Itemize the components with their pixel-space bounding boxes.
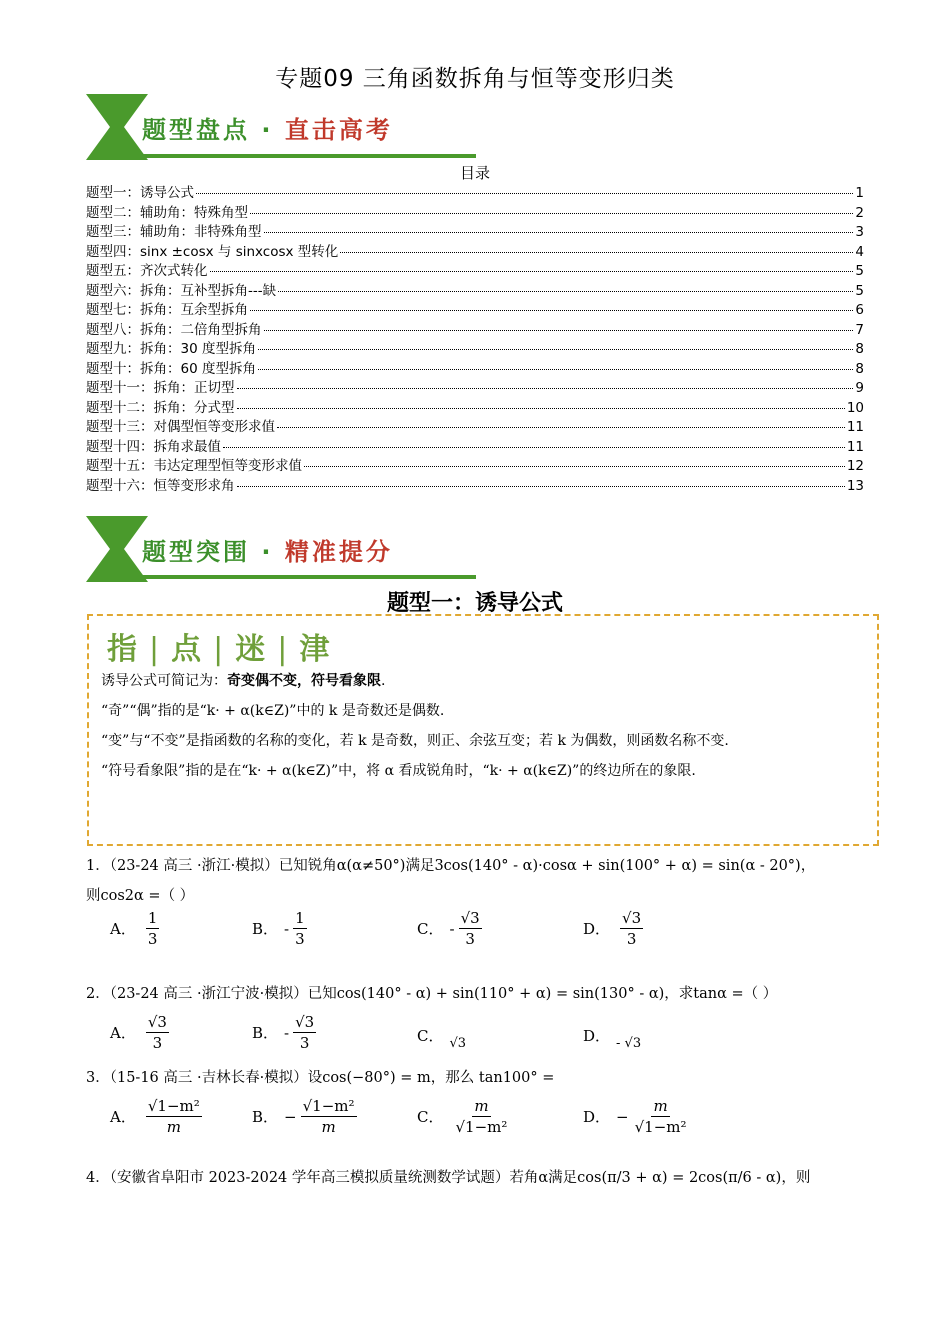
toc-row[interactable]: 题型六：拆角：互补型拆角---缺 5 bbox=[86, 282, 864, 299]
toc-row[interactable]: 题型十：拆角：60 度型拆角 8 bbox=[86, 360, 864, 377]
option-a[interactable]: A． $\frac{1}{3}$ bbox=[110, 909, 158, 948]
option-d[interactable]: D． − $\frac{m}{\text{√1−m²}}$ bbox=[583, 1097, 687, 1136]
banner-overview-part2: 直击高考 bbox=[284, 116, 393, 144]
toc-row[interactable]: 题型十五：韦达定理型恒等变形求值 12 bbox=[86, 458, 864, 474]
toc-row[interactable]: 题型十三：对偶型恒等变形求值 11 bbox=[86, 419, 864, 435]
toc-row[interactable]: 题型十二：拆角：分式型 10 bbox=[86, 399, 864, 416]
toc-row[interactable]: 题型三：辅助角：非特殊角型 3 bbox=[86, 224, 864, 240]
option-b[interactable]: B． − $\frac{\text{√1−m²}}{m}$ bbox=[252, 1097, 355, 1136]
tips-title: 指 | 点 | 迷 | 津 bbox=[107, 632, 332, 667]
banner-overview bbox=[86, 94, 476, 160]
toc-heading: 目录 bbox=[459, 164, 490, 182]
document-title: 专题09 三角函数拆角与恒等变形归类 bbox=[275, 66, 675, 92]
option-b[interactable]: B． - $\frac{1}{3}$ bbox=[252, 909, 305, 948]
question-1-stem: 1．（23-24 高三 ·浙江·模拟）已知锐角α(α≠50°)满足3cos(140° - α)·cosα + sin(100° + α) = sin(α - 20°)， bbox=[86, 858, 816, 874]
toc-row[interactable]: 题型七：拆角：互余型拆角 6 bbox=[86, 302, 864, 318]
section-title: 题型一：诱导公式 bbox=[386, 591, 563, 616]
tips-box bbox=[87, 614, 879, 846]
option-a[interactable]: A． $\frac{√3}{3}$ bbox=[110, 1013, 167, 1052]
toc-row[interactable]: 题型一：诱导公式 1 bbox=[86, 185, 864, 201]
option-c[interactable]: C． $\frac{m}{\text{√1−m²}}$ bbox=[417, 1097, 508, 1136]
banner-breakthrough-part1: 题型突围 bbox=[142, 538, 250, 566]
toc-row[interactable]: 题型五：齐次式转化 5 bbox=[86, 263, 864, 279]
toc-row[interactable]: 题型十六：恒等变形求角 13 bbox=[86, 477, 864, 494]
table-of-contents bbox=[86, 181, 864, 493]
question-2-stem: 2．（23-24 高三 ·浙江宁波·模拟）已知cos(140° - α) + sin(110° + α) = sin(130° - α)，求tanα =（ ） bbox=[86, 986, 778, 1002]
toc-row[interactable]: 题型十四：拆角求最值 11 bbox=[86, 438, 864, 455]
banner-breakthrough-part2: 精准提分 bbox=[284, 538, 393, 566]
toc-row[interactable]: 题型四：sinx ±cosx 与 sinxcosx 型转化 4 bbox=[86, 243, 864, 260]
toc-row[interactable]: 题型十一：拆角：正切型 9 bbox=[86, 380, 864, 396]
option-a[interactable]: A． $\frac{\text{√1−m²}}{m}$ bbox=[110, 1097, 200, 1136]
option-b[interactable]: B． - $\frac{√3}{3}$ bbox=[252, 1013, 315, 1052]
question-4-stem: 4．（安徽省阜阳市 2023-2024 学年高三模拟质量统测数学试题）若角α满足cos(π/3 + α) = 2cos(π/6 - α)，则 bbox=[86, 1170, 811, 1186]
banner-breakthrough-dot: · bbox=[261, 538, 274, 566]
toc-row[interactable]: 题型二：辅助角：特殊角型 2 bbox=[86, 204, 864, 221]
toc-row[interactable]: 题型八：拆角：二倍角型拆角 7 bbox=[86, 321, 864, 338]
option-c[interactable]: C． √3 bbox=[417, 1027, 467, 1051]
tips-line-2: “奇”“偶”指的是“k· + α(k∈Z)”中的 k 是奇数还是偶数. bbox=[101, 703, 445, 719]
tips-line-3: “变”与“不变”是指函数的名称的变化，若 k 是奇数，则正、余弦互变；若 k 为偶数，则函数名称不变. bbox=[101, 733, 729, 749]
banner-overview-part1: 题型盘点 bbox=[142, 116, 250, 144]
option-c[interactable]: C． - $\frac{√3}{3}$ bbox=[417, 909, 480, 948]
banner-overview-dot: · bbox=[261, 116, 274, 144]
option-d[interactable]: D． - √3 bbox=[583, 1027, 642, 1051]
banner-breakthrough bbox=[86, 516, 476, 582]
question-1-stem-line2: 则cos2α =（ ） bbox=[86, 888, 195, 904]
question-3-stem: 3．（15-16 高三 ·吉林长春·模拟）设cos(−80°) = m，那么 tan100° = bbox=[86, 1070, 555, 1086]
tips-line-1: 诱导公式可简记为：奇变偶不变，符号看象限. bbox=[101, 673, 386, 689]
toc-row[interactable]: 题型九：拆角：30 度型拆角 8 bbox=[86, 341, 864, 357]
tips-line-4: “符号看象限”指的是在“k· + α(k∈Z)”中，将 α 看成锐角时，“k· + α(k∈Z)”的终边所在的象限. bbox=[101, 763, 696, 779]
option-d[interactable]: D． $\frac{√3}{3}$ bbox=[583, 909, 642, 948]
